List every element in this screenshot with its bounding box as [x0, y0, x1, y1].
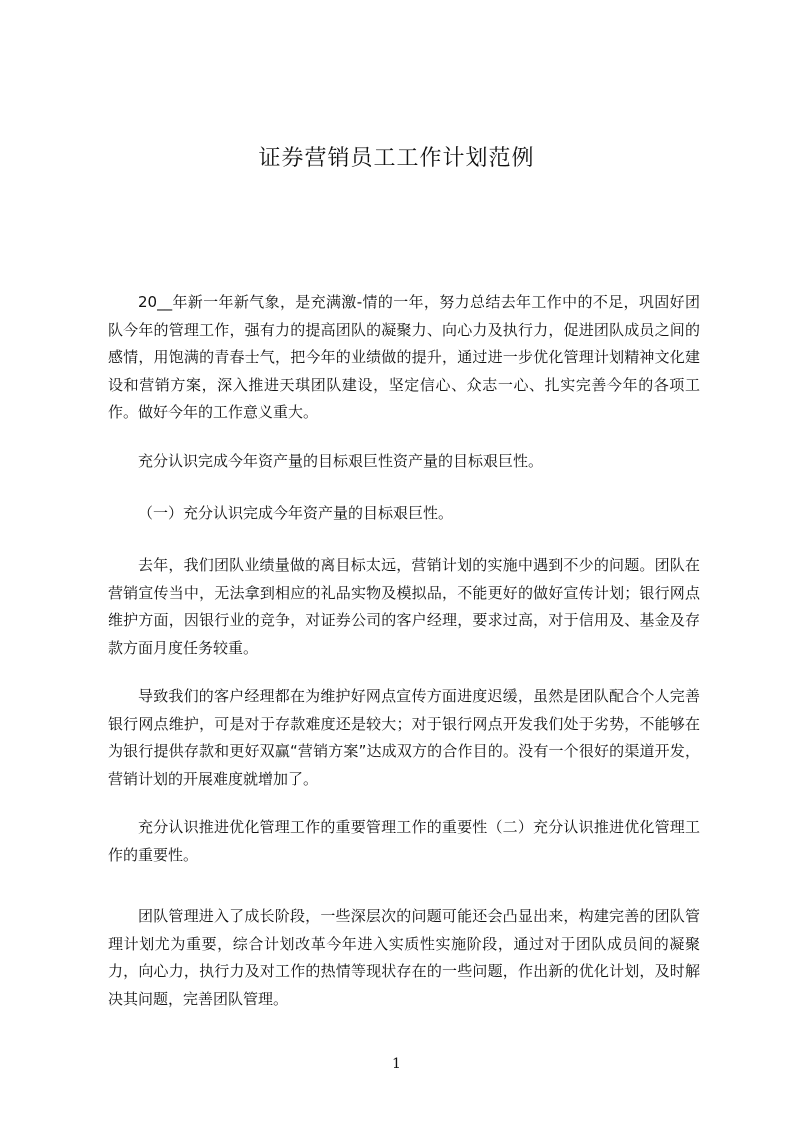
paragraph-goal-summary: 充分认识完成今年资产量的目标艰巨性资产量的目标艰巨性。 [138, 452, 544, 470]
page-number: 1 [392, 1056, 401, 1072]
paragraph-last-year-problems: 去年，我们团队业绩量做的离目标太远，营销计划的实施中遇到不少的问题。团队在营销宣传当中，无法拿到相应的礼品实物及模拟品，不能更好的做好宣传计划；银行网点维护方面，因银行业的竞争，对证券公司的客户经理，要求过高，对于信用及、基金及存款方面月度任务较重。 [108, 556, 700, 657]
paragraph-intro: 20__年新一年新气象，是充满激-情的一年，努力总结去年工作中的不足，巩固好团队今年的管理工作，强有力的提高团队的凝聚力、向心力及执行力，促进团队成员之间的感情，用饱满的青春士气，把今年的业绩做的提升，通过进一步优化管理计划精神文化建设和营销方案，深入推进天琪团队建设，坚定信心、众志一心、扎实完善今年的各项工作。做好今年的工作意义重大。 [108, 293, 700, 422]
paragraph-team-management: 团队管理进入了成长阶段，一些深层次的问题可能还会凸显出来，构建完善的团队管理计划尤为重要，综合计划改革今年进入实质性实施阶段，通过对于团队成员间的凝聚力，向心力，执行力及对工作的热情等现状存在的一些问题，作出新的优化计划，及时解决其问题，完善团队管理。 [108, 907, 700, 1008]
paragraph-account-managers: 导致我们的客户经理都在为维护好网点宣传方面进度迟缓，虽然是团队配合个人完善银行网点维护，可是对于存款难度还是较大；对于银行网点开发我们处于劣势，不能够在为银行提供存款和更好双赢“营销方案”达成双方的合作目的。没有一个很好的渠道开发，营销计划的开展难度就增加了。 [108, 687, 700, 788]
section-heading-1: （一）充分认识完成今年资产量的目标艰巨性。 [138, 504, 454, 522]
page-title: 证券营销员工工作计划范例 [258, 146, 535, 171]
paragraph-management-importance: 充分认识推进优化管理工作的重要管理工作的重要性（二）充分认识推进优化管理工作的重要性。 [108, 818, 700, 864]
